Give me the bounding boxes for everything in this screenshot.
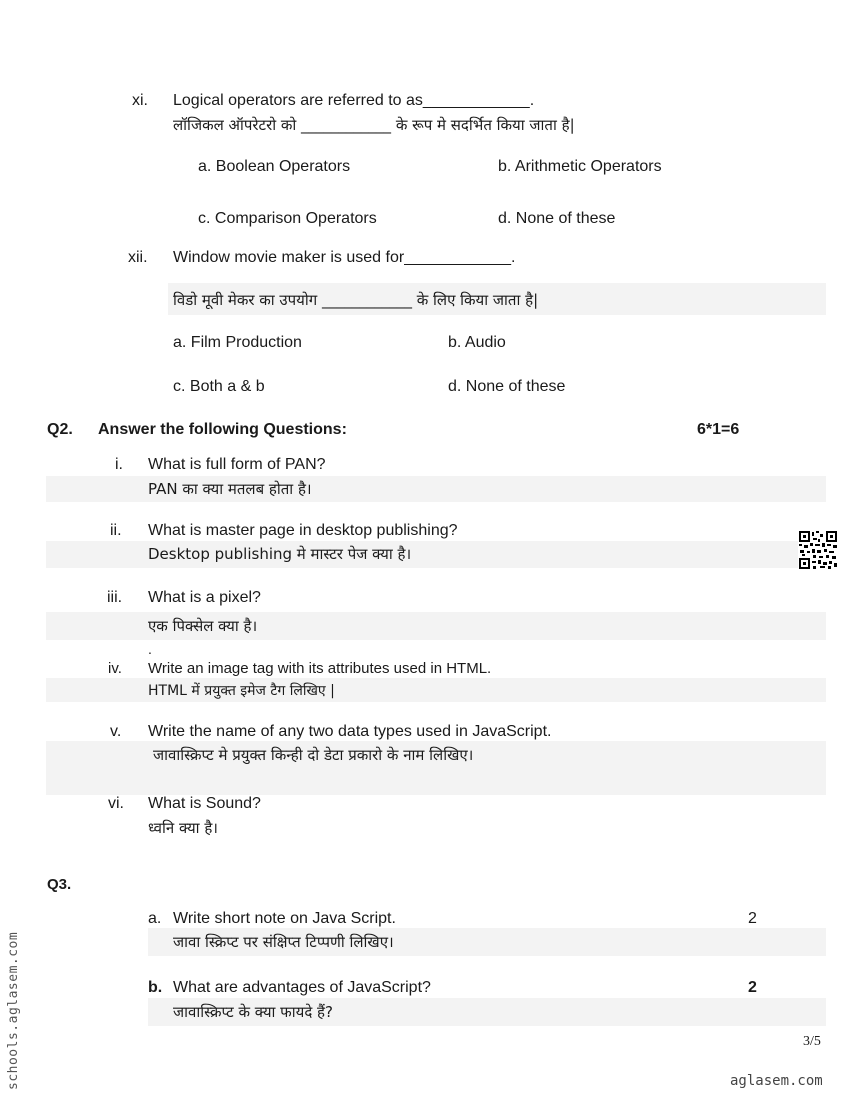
q2-vi-english: What is Sound? bbox=[148, 795, 261, 812]
q2-i-english: What is full form of PAN? bbox=[148, 456, 326, 473]
q2-ii-number: ii. bbox=[110, 522, 122, 539]
q3-a-english: Write short note on Java Script. bbox=[173, 910, 396, 927]
q3-a-number: a. bbox=[148, 910, 162, 927]
watermark-vertical: schools.aglasem.com bbox=[6, 931, 21, 1090]
q2-title: Answer the following Questions: bbox=[98, 421, 347, 438]
q2-v-hindi: जावास्क्रिप्ट मे प्रयुक्त किन्ही दो डेटा प्रकारो के नाम लिखिए। bbox=[153, 746, 474, 764]
option-xii-d: d. None of these bbox=[448, 378, 566, 395]
q2-i-number: i. bbox=[115, 456, 123, 473]
q3-a-marks: 2 bbox=[748, 910, 757, 927]
q2-iii-hindi: एक पिक्सेल क्या है। bbox=[148, 617, 258, 635]
question-xi-english: Logical operators are referred to as____________. bbox=[173, 92, 535, 109]
footer-site: aglasem.com bbox=[730, 1073, 823, 1089]
question-xii-hindi: विडो मूवी मेकर का उपयोग ____________ के लिए किया जाता है| bbox=[173, 291, 539, 309]
q3-b-english: What are advantages of JavaScript? bbox=[173, 979, 431, 996]
q2-marks: 6*1=6 bbox=[697, 421, 740, 438]
q3-a-hindi: जावा स्क्रिप्ट पर संक्षिप्त टिप्पणी लिखिए। bbox=[173, 933, 394, 951]
question-number-xii: xii. bbox=[128, 249, 148, 266]
q2-vi-number: vi. bbox=[108, 795, 124, 812]
q2-iv-hindi: HTML में प्रयुक्त इमेज टैग लिखिए | bbox=[148, 683, 335, 699]
question-xii-english: Window movie maker is used for____________. bbox=[173, 249, 516, 266]
q3-label: Q3. bbox=[47, 876, 72, 893]
option-xii-b: b. Audio bbox=[448, 334, 506, 351]
option-xii-c: c. Both a & b bbox=[173, 378, 265, 395]
q3-b-marks: 2 bbox=[748, 979, 757, 996]
option-xi-c: c. Comparison Operators bbox=[198, 210, 377, 227]
option-xi-b: b. Arithmetic Operators bbox=[498, 158, 662, 175]
qr-code-icon bbox=[798, 530, 838, 570]
option-xi-d: d. None of these bbox=[498, 210, 616, 227]
q2-v-number: v. bbox=[110, 723, 122, 740]
q2-iii-english: What is a pixel? bbox=[148, 589, 261, 606]
page-number: 3/5 bbox=[803, 1034, 821, 1049]
option-xii-a: a. Film Production bbox=[173, 334, 302, 351]
q2-iv-number: iv. bbox=[108, 660, 122, 677]
q3-b-number: b. bbox=[148, 979, 163, 996]
q2-ii-hindi: Desktop publishing मे मास्टर पेज क्या है। bbox=[148, 545, 412, 563]
stray-dot: . bbox=[148, 641, 152, 657]
question-number-xi: xi. bbox=[132, 92, 148, 109]
option-xi-a: a. Boolean Operators bbox=[198, 158, 351, 175]
q2-iv-english: Write an image tag with its attributes used in HTML. bbox=[148, 660, 492, 677]
q2-ii-english: What is master page in desktop publishing? bbox=[148, 522, 458, 539]
q2-vi-hindi: ध्वनि क्या है। bbox=[148, 819, 218, 837]
q2-iii-number: iii. bbox=[107, 589, 123, 606]
q2-label: Q2. bbox=[47, 421, 73, 438]
q2-v-english: Write the name of any two data types used in JavaScript. bbox=[148, 723, 552, 740]
q2-i-hindi: PAN का क्या मतलब होता है। bbox=[148, 480, 312, 498]
question-xi-hindi: लॉजिकल ऑपरेटरो को ____________ के रूप मे सदर्भित किया जाता है| bbox=[173, 116, 575, 134]
q3-b-hindi: जावास्क्रिप्ट के क्या फायदे हैं? bbox=[173, 1003, 333, 1021]
